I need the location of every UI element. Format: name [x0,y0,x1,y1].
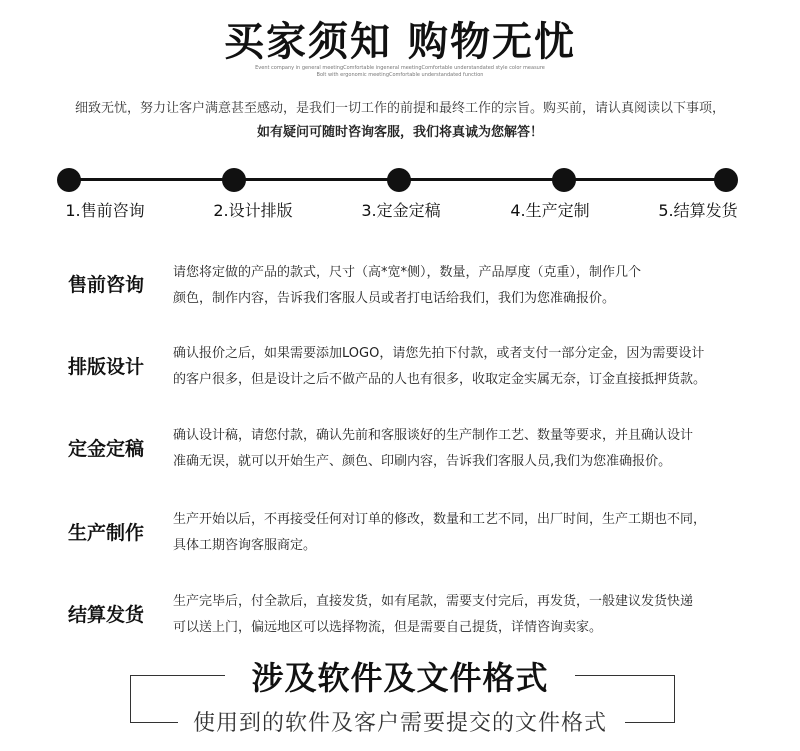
timeline-dot-4 [552,168,576,192]
section-subtitle: 使用到的软件及客户需要提交的文件格式 [192,711,607,736]
tagline-line-2: Bolt with ergonomic meetingComfortable understandated function [316,72,484,78]
detail-text-4 [173,507,773,559]
step-label-1: 1.售前咨询 [65,201,145,220]
step-label-2: 2.设计排版 [213,201,293,220]
detail-text-1-line-1: 请您将定做的产品的款式，尺寸（高*宽*侧），数量，产品厚度（克重），制作几个 [173,265,642,280]
detail-title-5: 结算发货 [68,604,145,626]
frame-line-top-right [575,675,675,676]
detail-text-1 [173,260,773,312]
detail-text-4-line-1: 生产开始以后，不再接受任何对订单的修改，数量和工艺不同，出厂时间，生产工期也不同， [173,512,707,527]
detail-text-1-line-2: 颜色，制作内容，告诉我们客服人员或者打电话给我们，我们为您准确报价。 [173,291,616,306]
step-label-5: 5.结算发货 [658,201,738,220]
detail-text-2-line-2: 的客户很多，但是设计之后不做产品的人也有很多，收取定金实属无奈，订金直接抵押货款。 [173,372,707,387]
timeline-dot-1 [57,168,81,192]
detail-title-3: 定金定稿 [68,438,145,460]
timeline-dot-3 [387,168,411,192]
frame-line-top-left [130,675,225,676]
step-label-3: 3.定金定稿 [361,201,441,220]
detail-title-1: 售前咨询 [68,274,145,296]
detail-text-3-line-2: 准确无误，就可以开始生产、颜色、印刷内容，告诉我们客服人员,我们为您准确报价。 [173,454,672,469]
section-title: 涉及软件及文件格式 [251,659,549,697]
page-title: 买家须知 购物无忧 [224,19,576,65]
detail-text-3-line-1: 确认设计稿，请您付款，确认先前和客服谈好的生产制作工艺、数量等要求，并且确认设计 [173,428,694,443]
intro-line-1: 细致无忧，努力让客户满意甚至感动，是我们一切工作的前提和最终工作的宗旨。购买前，请认真阅读以下事项， [74,101,725,116]
detail-text-5 [173,589,773,641]
detail-text-5-line-1: 生产完毕后，付全款后，直接发货，如有尾款，需要支付完后，再发货，一般建议发货快递 [173,594,694,609]
detail-text-4-line-2: 具体工期咨询客服商定。 [173,538,317,553]
tagline-line-1: Event company in general meetingComfortable ingeneral meetingComfortable understandated style color measure [255,65,545,71]
detail-text-2 [173,341,773,393]
timeline-dot-5 [714,168,738,192]
detail-text-5-line-2: 可以送上门，偏远地区可以选择物流，但是需要自己提货，详情咨询卖家。 [173,620,603,635]
detail-text-2-line-1: 确认报价之后，如果需要添加LOGO，请您先拍下付款，或者支付一部分定金，因为需要设计 [173,346,705,361]
detail-title-4: 生产制作 [68,522,145,544]
timeline-dot-2 [222,168,246,192]
intro-line-2: 如有疑问可随时咨询客服，我们将真诚为您解答！ [256,125,543,140]
step-label-4: 4.生产定制 [510,201,590,220]
detail-title-2: 排版设计 [68,356,145,378]
detail-text-3 [173,423,773,475]
